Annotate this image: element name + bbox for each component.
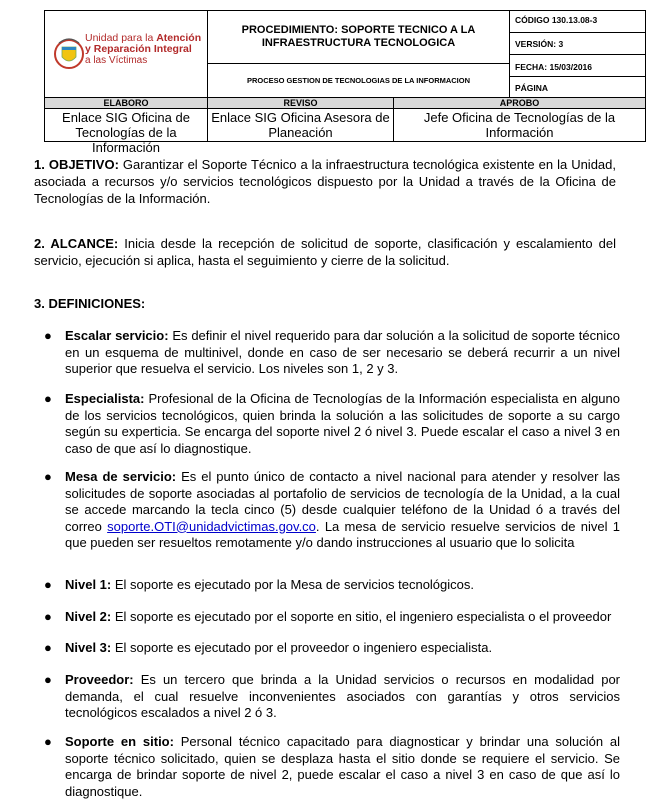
definition-term: Especialista:: [65, 391, 145, 406]
bullet-icon: ●: [44, 391, 52, 406]
elaboro-value: Enlace SIG Oficina de Tecnologías de la Información: [45, 109, 208, 141]
objetivo-text: Garantizar el Soporte Técnico a la infraestructura tecnológica existente en la Unidad, asociada a recursos y/o servicios tecnológicos dispuesto por la Unidad a través de la Oficina de Tecnologías de la Información.: [34, 157, 616, 206]
definiciones-heading: 3. DEFINICIONES:: [34, 296, 146, 311]
support-email-link[interactable]: soporte.OTI@unidadvictimas.gov.co: [107, 518, 316, 534]
bullet-icon: ●: [44, 672, 52, 687]
definition-term: Nivel 1:: [65, 577, 112, 592]
document-meta: [510, 11, 645, 97]
document-code: CÓDIGO 130.13.08-3: [510, 11, 645, 33]
alcance-section: [34, 235, 616, 269]
objetivo-label: 1. OBJETIVO:: [34, 157, 119, 172]
alcance-label: 2. ALCANCE:: [34, 236, 119, 251]
definition-term: Nivel 3:: [65, 640, 112, 655]
title-cell: [208, 11, 510, 97]
definition-text: Es el punto único de contacto a nivel nacional para atender y resolver las solicitudes de soporte asociadas al portafolio de servicios de tecnología de la Unidad, a la cual se accede marcando la tecla cinco (5) desde cualquier teléfono de la Unidad ó a través del correo: [65, 469, 620, 534]
alcance-text: Inicia desde la recepción de solicitud de soporte, clasificación y escalamiento del servicio, ejecución si aplica, hasta el seguimiento y cierre de la solicitud.: [34, 236, 616, 268]
definition-term: Soporte en sitio:: [65, 734, 174, 749]
objetivo-section: [34, 156, 616, 207]
document-date: FECHA: 15/03/2016: [510, 55, 645, 77]
definition-term: Escalar servicio:: [65, 328, 169, 343]
definition-text: Es definir el nivel requerido para dar solución a la solicitud de soporte técnico en un esquema de multinivel, donde en caso de ser necesario se deberá recurrir a un nivel superior que resuelva el servicio. Los niveles son 1, 2 y 3.: [65, 328, 620, 376]
definition-text: Personal técnico capacitado para diagnosticar y brindar una solución al soporte técnico solicitado, quien se desplaza hasta el sitio donde se requiere el servicio. Se encarga de brindar soporte de nivel 2, puede escalar el caso a nivel 3 en caso de que así lo diagnostique.: [65, 734, 620, 799]
elaboro-header: ELABORO: [45, 98, 208, 109]
bullet-icon: ●: [44, 734, 52, 749]
definition-term: Mesa de servicio:: [65, 469, 177, 484]
definition-term: Nivel 2:: [65, 609, 112, 624]
bullet-icon: ●: [44, 609, 52, 624]
approval-table: [44, 98, 646, 155]
aprobo-value: Jefe Oficina de Tecnologías de la Información: [423, 110, 616, 140]
definition-text: Profesional de la Oficina de Tecnologías de la Información especialista en alguno de los servicios tecnológicos, quien brinda la solución a las solicitudes de soporte a su cargo según su experticia. Se encarga del soporte nivel 2 ó nivel 3. Puede escalar el caso a nivel 3 en caso de que así lo diagnostique.: [65, 391, 620, 456]
bullet-icon: ●: [44, 577, 52, 592]
definition-text: El soporte es ejecutado por la Mesa de servicios tecnológicos.: [111, 577, 474, 592]
approval-value-row: [45, 109, 645, 155]
logo-wordmark: Unidad para la Atención y Reparación Integral a las Víctimas: [85, 32, 202, 66]
document-header: [44, 10, 646, 98]
document-version: VERSIÓN: 3: [510, 33, 645, 55]
definition-text: Es un tercero que brinda a la Unidad servicios o recursos en modalidad por demanda, el cual resuelve inconvenientes asociados con garantías y otros servicios tecnológicos escalados a nivel 2 ó 3.: [65, 672, 620, 720]
definition-term: Proveedor:: [65, 672, 134, 687]
logo-cell: [45, 11, 208, 97]
reviso-header: REVISO: [208, 98, 394, 109]
reviso-value: Enlace SIG Oficina Asesora de Planeación: [208, 109, 394, 141]
aprobo-header: APROBO: [394, 98, 645, 109]
bullet-icon: ●: [44, 328, 52, 343]
bullet-icon: ●: [44, 640, 52, 655]
approval-header-row: [45, 98, 645, 109]
process-name: PROCESO GESTION DE TECNOLOGIAS DE LA INFORMACION: [246, 76, 471, 85]
definition-text: El soporte es ejecutado por el soporte en sitio, el ingeniero especialista o el proveedor: [111, 609, 612, 624]
definition-text: El soporte es ejecutado por el proveedor o ingeniero especialista.: [111, 640, 493, 655]
definition-text: . La mesa de servicio resuelve servicios de nivel 1 que pueden ser resueltos remotamente y/o dando instrucciones al usuario que lo solicita: [65, 518, 620, 550]
procedure-title: PROCEDIMIENTO: SOPORTE TECNICO A LA INFRAESTRUCTURA TECNOLOGICA: [208, 11, 509, 64]
document-page: PÁGINA: [515, 83, 549, 93]
bullet-icon: ●: [44, 469, 52, 484]
